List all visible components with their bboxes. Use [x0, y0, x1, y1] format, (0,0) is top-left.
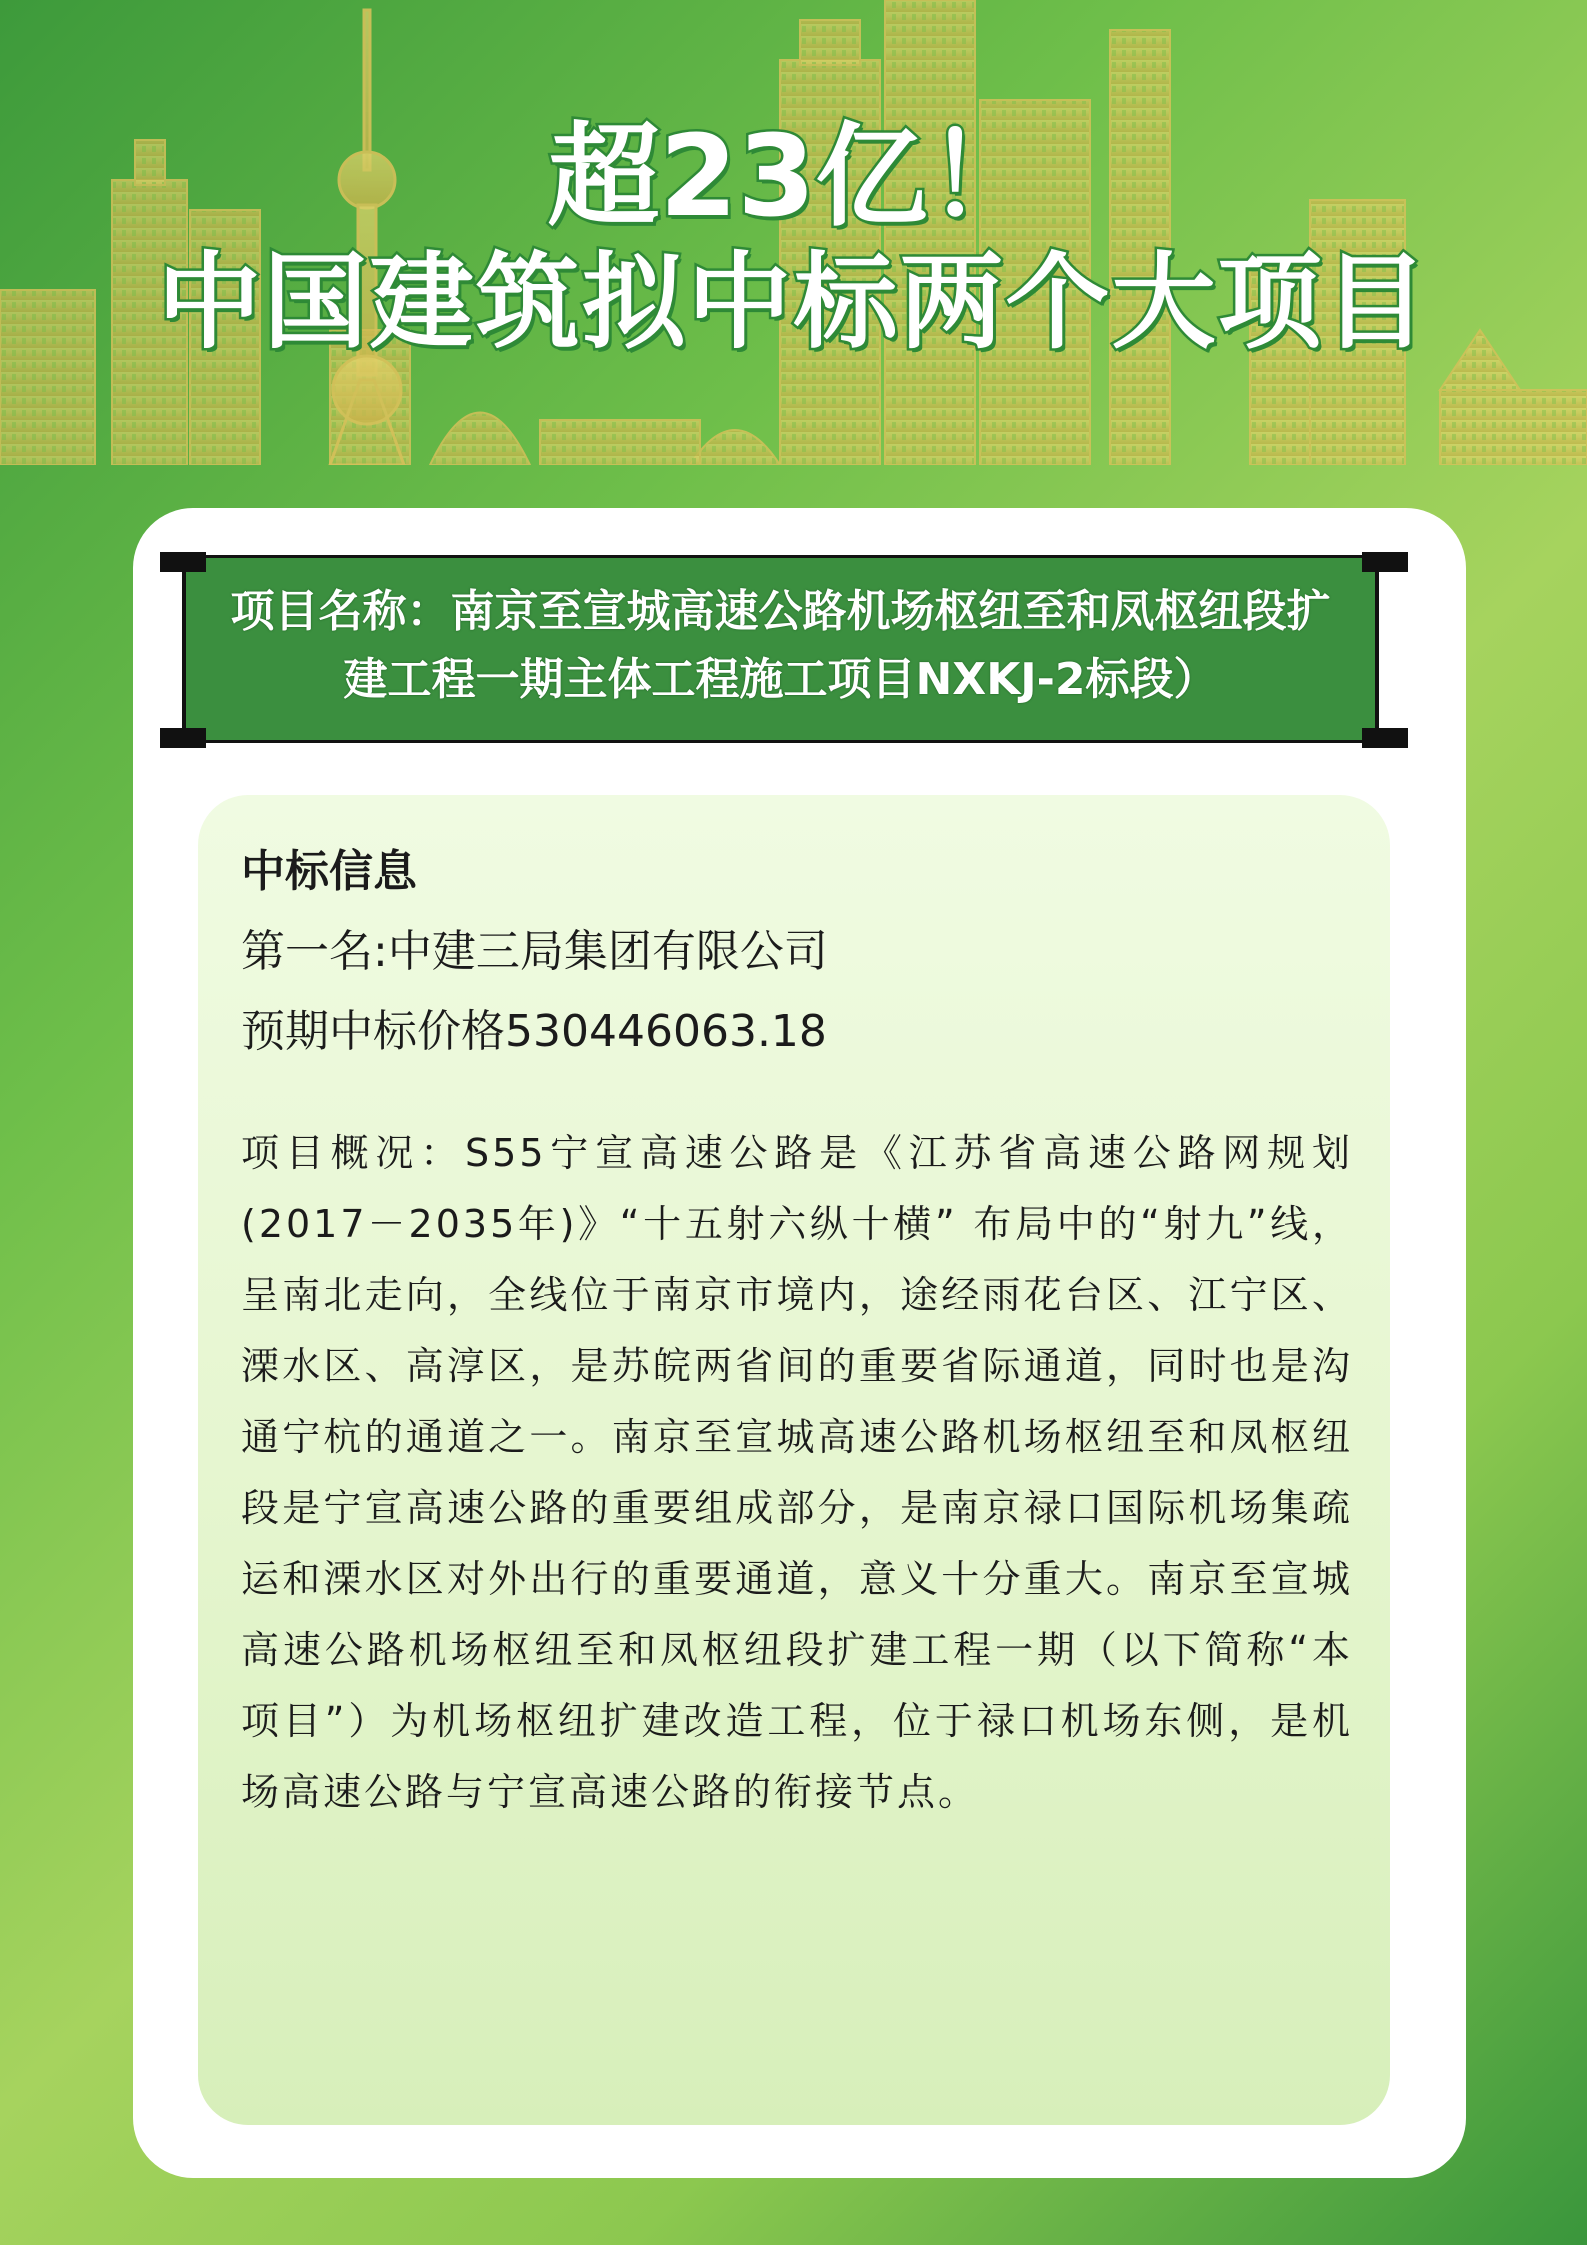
project-name-banner: 项目名称：南京至宣城高速公路机场枢纽至和凤枢纽段扩建工程一期主体工程施工项目NXKJ-2标段）: [182, 555, 1379, 743]
project-overview-text: 项目概况：S55宁宣高速公路是《江苏省高速公路网规划(2017－2035年)》“十五射六纵十横” 布局中的“射九”线，呈南北走向，全线位于南京市境内，途经雨花台区、江宁区、溧水区、高淳区，是苏皖两省间的重要省际通道，同时也是沟通宁杭的通道之一。南京至宣城高速公路机场枢纽至和凤枢纽段是宁宣高速公路的重要组成部分，是南京禄口国际机场集疏运和溧水区对外出行的重要通道，意义十分重大。南京至宣城高速公路机场枢纽至和凤枢纽段扩建工程一期（以下简称“本项目”）为机场枢纽扩建改造工程，位于禄口机场东侧，是机场高速公路与宁宣高速公路的衔接节点。: [241, 1131, 1353, 1814]
headline-title: 中国建筑拟中标两个大项目: [157, 241, 1430, 363]
first-place-winner: 第一名:中建三局集团有限公司: [241, 926, 828, 977]
banner-corner-cap: [160, 728, 206, 748]
banner-corner-cap: [1362, 728, 1408, 748]
expected-bid-price: 预期中标价格530446063.18: [241, 1006, 827, 1057]
headline-amount: 超23亿！: [547, 112, 1040, 242]
bid-info-title: 中标信息: [241, 846, 417, 897]
banner-corner-cap: [160, 552, 206, 572]
banner-corner-cap: [1362, 552, 1408, 572]
